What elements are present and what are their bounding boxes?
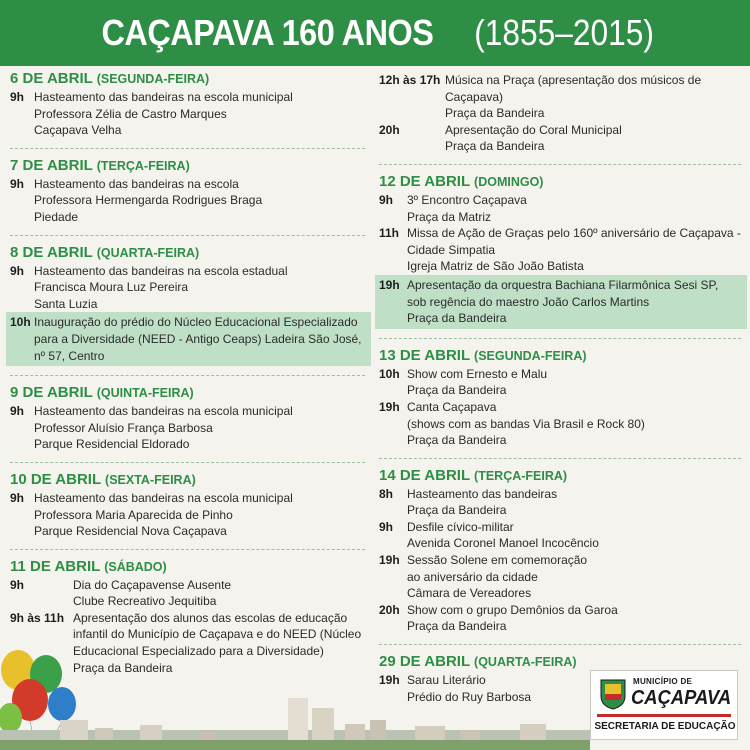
- event-row: [379, 399, 741, 449]
- event-description: Show com Ernesto e Malu Praça da Bandeira: [407, 366, 548, 398]
- day-heading: [10, 558, 365, 576]
- event-row: [10, 89, 365, 139]
- day-date: 11 DE ABRIL: [10, 557, 101, 575]
- day-block: [10, 471, 365, 540]
- event-time: 10h: [10, 315, 31, 330]
- event-time: 9h: [10, 90, 25, 104]
- event-description: Hasteamento das bandeiras na escola Professora Hermengarda Rodrigues Braga Piedade: [34, 176, 263, 224]
- day-weekday: (SÁBADO): [104, 559, 167, 574]
- schedule-left-column: [10, 70, 365, 676]
- event-row: [379, 122, 741, 155]
- event-time: 20h: [379, 602, 400, 617]
- page-title-years: (1855–2015): [474, 12, 655, 53]
- event-description: Apresentação do Coral Municipal Praça da Bandeira: [445, 122, 622, 154]
- day-weekday: (SEXTA-FEIRA): [105, 472, 196, 487]
- day-separator: [10, 462, 365, 463]
- day-separator: [379, 644, 741, 645]
- day-date: 7 DE ABRIL: [10, 156, 93, 174]
- day-date: 10 DE ABRIL: [10, 470, 101, 488]
- day-separator: [379, 458, 741, 459]
- day-block: [379, 347, 741, 449]
- day-weekday: (QUINTA-FEIRA): [96, 386, 194, 401]
- event-time: 19h: [379, 277, 400, 292]
- event-description: Missa de Ação de Graças pelo 160º aniversário de Caçapava - Cidade Simpatia Igreja Matriz de São João Batista: [407, 226, 741, 274]
- day-date: 14 DE ABRIL: [379, 466, 470, 484]
- event-row: [10, 263, 365, 313]
- event-row: [10, 403, 365, 453]
- event-time: 20h: [379, 122, 400, 137]
- highlighted-event-row: [6, 312, 371, 366]
- event-description: 3º Encontro Caçapava Praça da Matriz: [407, 192, 527, 224]
- municipal-logo: [590, 670, 738, 740]
- event-description: Sessão Solene em comemoração ao aniversário da cidade Câmara de Vereadores: [407, 553, 588, 601]
- event-description: Música na Praça (apresentação dos músicos de Caçapava) Praça da Bandeira: [445, 73, 702, 121]
- day-heading: [379, 347, 741, 365]
- day-weekday: (QUARTA-FEIRA): [474, 655, 577, 670]
- day-weekday: (QUARTA-FEIRA): [96, 245, 200, 260]
- day-heading: [10, 244, 365, 262]
- day-heading: [10, 157, 365, 175]
- event-time: 9h: [10, 577, 25, 592]
- event-description: Canta Caçapava (shows com as bandas Via Brasil e Rock 80) Praça da Bandeira: [407, 399, 645, 448]
- event-row: [10, 176, 365, 226]
- event-description: Apresentação da orquestra Bachiana Filarmônica Sesi SP, sob regência do maestro João Carlos Martins Praça da Bandeira: [407, 277, 719, 326]
- event-description: Hasteamento das bandeiras na escola estadual Francisca Moura Luz Pereira Santa Luzia: [34, 263, 288, 311]
- day-block: [379, 173, 741, 329]
- day-date: 8 DE ABRIL: [10, 243, 93, 261]
- event-description: Sarau Literário Prédio do Ruy Barbosa: [407, 673, 532, 704]
- day-block: [10, 70, 365, 139]
- day-heading: [10, 70, 365, 88]
- day-separator: [379, 164, 741, 165]
- city-crest-icon: [599, 678, 627, 710]
- day-block: [379, 72, 741, 155]
- event-time: 9h: [10, 176, 25, 191]
- highlighted-event-row: [375, 275, 747, 329]
- event-row: [379, 519, 741, 552]
- event-time: 8h: [379, 486, 394, 501]
- event-time: 10h: [379, 366, 400, 381]
- day-heading: [379, 467, 741, 485]
- day-date: 13 DE ABRIL: [379, 346, 470, 364]
- event-time: 9h: [10, 490, 25, 505]
- event-description: Inauguração do prédio do Núcleo Educacional Especializado para a Diversidade (NEED - Antigo Ceaps) Ladeira São José, nº 57, Centro: [34, 315, 362, 363]
- event-description: Show com o grupo Demônios da Garoa Praça da Bandeira: [407, 602, 618, 634]
- day-block: [10, 157, 365, 226]
- event-time: 9h: [379, 519, 394, 534]
- logo-divider: [597, 714, 731, 717]
- event-time: 9h: [10, 263, 25, 278]
- day-date: 29 DE ABRIL: [379, 653, 470, 671]
- event-row: [379, 192, 741, 225]
- event-description: Hasteamento das bandeiras na escola municipal Professora Maria Aparecida de Pinho Parque Residencial Nova Caçapava: [34, 490, 293, 539]
- day-separator: [10, 148, 365, 149]
- event-row: [379, 225, 741, 275]
- day-separator: [10, 375, 365, 376]
- day-block: [10, 244, 365, 367]
- event-time: 9h às 11h: [10, 610, 65, 625]
- event-description: Apresentação dos alunos das escolas de educação infantil do Município de Caçapava e do NEED (Núcleo Educacional Especializado para a Diversidade) Praça da Bandeira: [73, 610, 362, 675]
- day-separator: [10, 549, 365, 550]
- event-time: 12h às 17h: [379, 73, 441, 87]
- day-heading: [10, 384, 365, 402]
- day-heading: [379, 653, 741, 671]
- event-row: [10, 490, 365, 540]
- day-separator: [379, 338, 741, 339]
- logo-city-name: CAÇAPAVA: [631, 687, 732, 709]
- event-description: Dia do Caçapavense Ausente Clube Recreativo Jequitiba: [73, 577, 232, 609]
- event-row: [10, 577, 365, 610]
- event-time: 9h: [379, 192, 394, 207]
- event-time: 19h: [379, 553, 400, 568]
- day-block: [10, 384, 365, 453]
- day-weekday: (SEGUNDA-FEIRA): [474, 348, 587, 363]
- schedule-right-column: [379, 72, 741, 705]
- event-time: 11h: [379, 226, 400, 241]
- event-row: [379, 602, 741, 635]
- page-header: [0, 0, 750, 66]
- event-time: 19h: [379, 673, 400, 688]
- event-row: [379, 552, 741, 602]
- event-description: Hasteamento das bandeiras Praça da Bandeira: [407, 486, 558, 518]
- day-weekday: (TERÇA-FEIRA): [474, 468, 568, 483]
- page-title: CAÇAPAVA 160 ANOS: [101, 12, 434, 53]
- day-weekday: (SEGUNDA-FEIRA): [96, 72, 210, 86]
- event-row: [379, 72, 741, 122]
- day-heading: [10, 471, 365, 489]
- event-description: Hasteamento das bandeiras na escola municipal Professor Aluísio França Barbosa Parque Residencial Eldorado: [34, 404, 293, 452]
- logo-municipio-label: MUNICÍPIO DE: [633, 677, 693, 686]
- logo-department: SECRETARIA DE EDUCAÇÃO: [594, 721, 736, 732]
- day-date: 6 DE ABRIL: [10, 70, 93, 87]
- day-separator: [10, 235, 365, 236]
- day-weekday: (TERÇA-FEIRA): [96, 158, 190, 173]
- event-time: 19h: [379, 399, 400, 414]
- day-weekday: (DOMINGO): [474, 174, 544, 189]
- event-row: [379, 486, 741, 519]
- event-description: Desfile cívico-militar Avenida Coronel Manoel Incocêncio: [407, 519, 599, 551]
- event-time: 9h: [10, 404, 25, 419]
- event-row: [379, 366, 741, 399]
- event-description: Hasteamento das bandeiras na escola municipal Professora Zélia de Castro Marques Caçapava Velha: [34, 90, 293, 138]
- day-date: 9 DE ABRIL: [10, 384, 93, 402]
- day-heading: [379, 173, 741, 191]
- day-date: 12 DE ABRIL: [379, 172, 470, 190]
- day-block: [379, 467, 741, 635]
- city-skyline-illustration: [0, 690, 590, 750]
